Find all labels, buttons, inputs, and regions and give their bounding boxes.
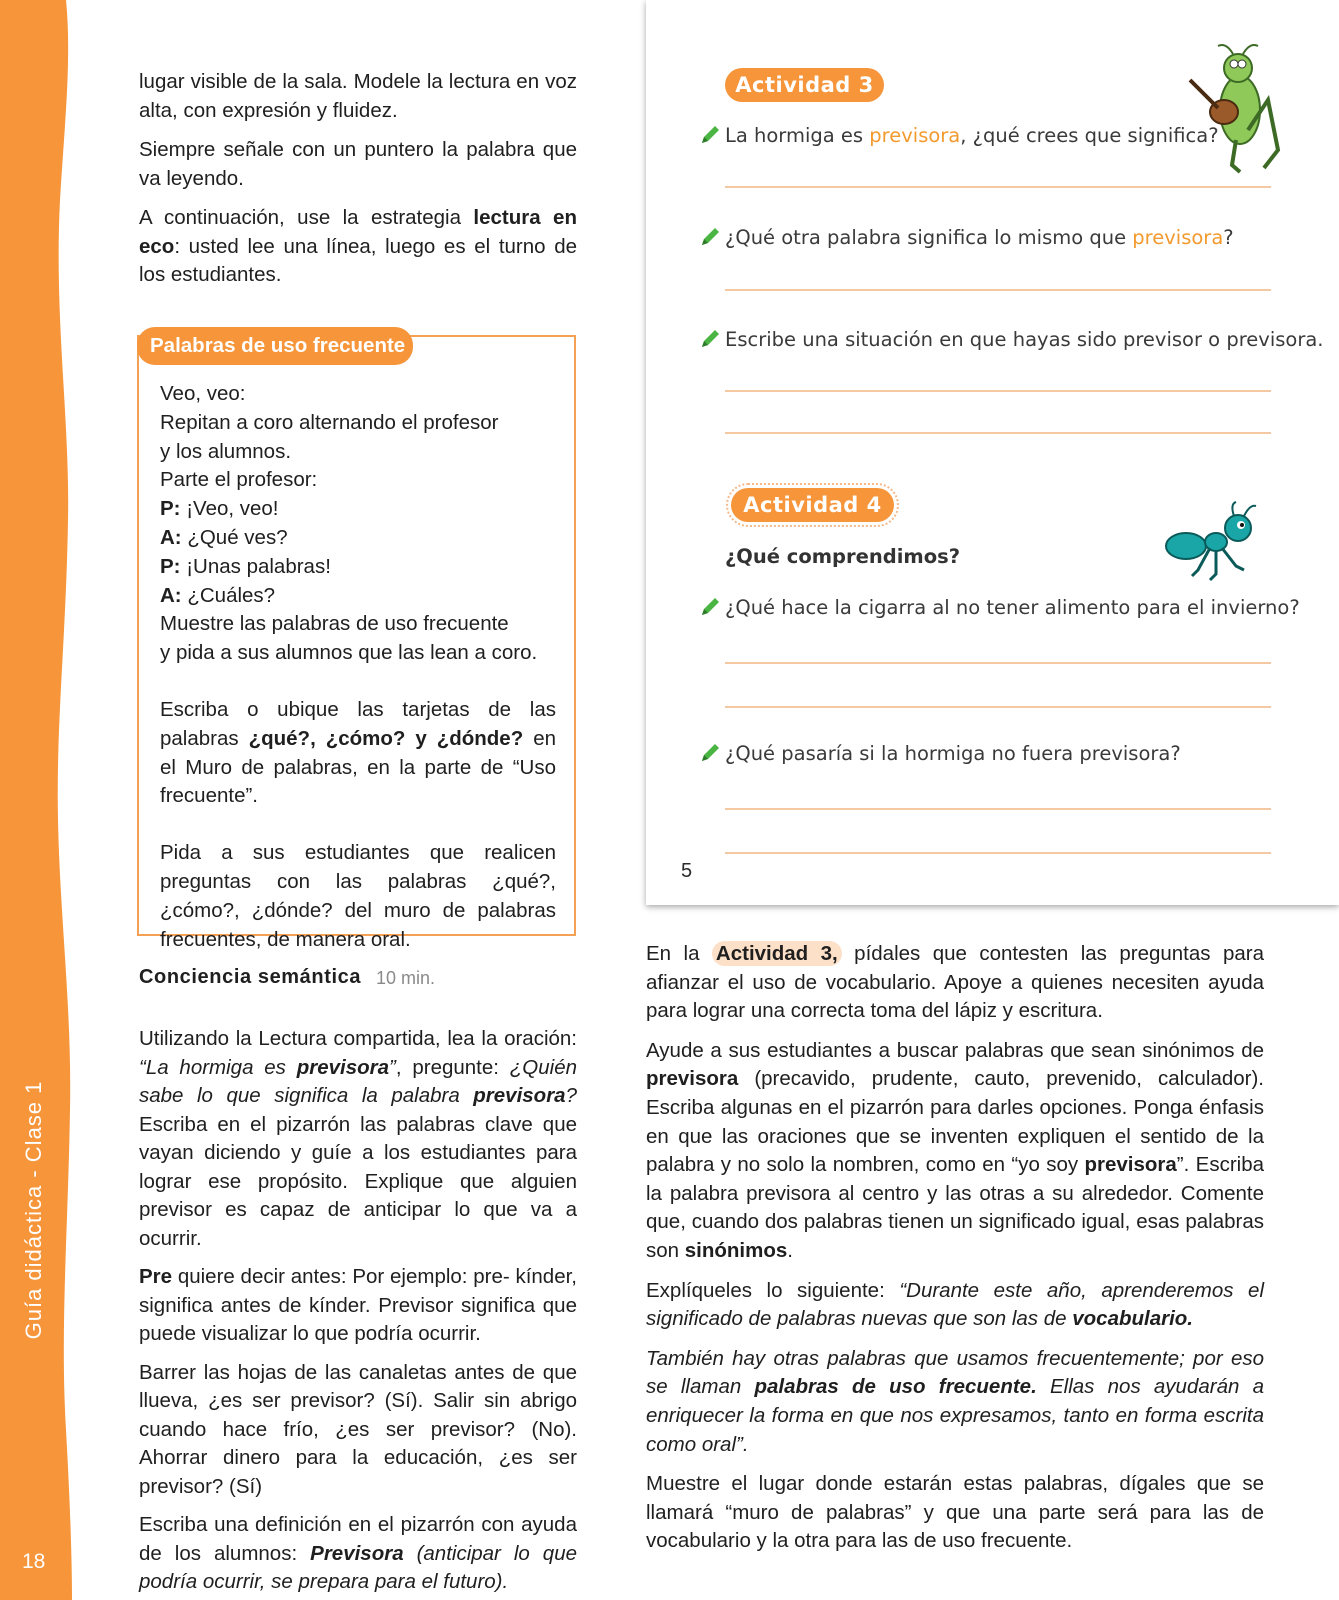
- right-paragraph: Ayude a sus estudiantes a buscar palabras que sean sinónimos de previsora (precavido, prudente, cauto, prevenido, calculador). Escriba algunas en el pizarrón para darles opciones. Ponga énfasis en que las oraciones que se inventen expliquen el sentido de la palabra y no solo la nombren, como en “yo soy previsora”. Escriba la palabra previsora al centro y las otras a su alrededor. Comente que, cuando dos palabras tienen un significado igual, esas palabras son sinónimos.: [646, 1038, 1264, 1262]
- section-heading: Conciencia semántica: [139, 966, 362, 988]
- fw-line: y los alumnos.: [160, 439, 292, 463]
- activity-4-label: Actividad 4: [731, 488, 894, 522]
- pencil-icon: [699, 742, 721, 764]
- workbook-page: [646, 0, 1339, 905]
- fw-paragraph: Pida a sus estudiantes que realicen preguntas con las palabras ¿qué?, ¿cómo?, ¿dónde? del muro de palabras frecuentes, de manera oral.: [160, 841, 556, 951]
- semantic-paragraph: Barrer las hojas de las canaletas antes de que llueva, ¿es ser previsor? (Sí). Salir sin abrigo cuando hace frío, ¿es ser previsor? (No). Ahorrar dinero para la educación, ¿es ser previsor? (Sí): [139, 1360, 577, 1498]
- question-4: ¿Qué hace la cigarra al no tener alimento para el invierno?: [725, 596, 1300, 619]
- semantic-paragraph: Pre quiere decir antes: Por ejemplo: pre- kínder, significa antes de kínder. Previsor significa que puede visualizar lo que podría ocurrir.: [139, 1265, 577, 1345]
- fw-line: Parte el profesor:: [160, 468, 318, 492]
- intro-paragraph: lugar visible de la sala. Modele la lectura en voz alta, con expresión y fluidez.: [139, 70, 577, 122]
- pencil-icon: [699, 226, 721, 248]
- sidebar-title: Guía didáctica - Clase 1: [21, 1080, 46, 1340]
- fw-line: Veo, veo:: [160, 382, 246, 405]
- sidebar-band: [0, 0, 72, 1600]
- fw-paragraph: Escriba o ubique las tarjetas de las palabras ¿qué?, ¿cómo? y ¿dónde? en el Muro de palabras, en la parte de “Uso frecuente”.: [160, 697, 556, 808]
- answer-line[interactable]: [725, 706, 1271, 708]
- right-text: [646, 940, 1264, 1556]
- section-duration: 10 min.: [376, 968, 436, 988]
- answer-line[interactable]: [725, 289, 1271, 291]
- answer-line[interactable]: [725, 390, 1271, 392]
- answer-line[interactable]: [725, 662, 1271, 664]
- fw-line: P: ¡Unas palabras!: [160, 554, 331, 578]
- fw-line: A: ¿Qué ves?: [160, 525, 288, 549]
- right-paragraph: En la Actividad 3, pídales que contesten las preguntas para afianzar el uso de vocabulario. Apoye a quienes necesiten ayuda para lograr una correcta toma del lápiz y escritura.: [646, 942, 1265, 1023]
- right-paragraph: Muestre el lugar donde estarán estas palabras, dígales que se llamará “muro de palabras” y que una parte será para las de vocabulario y la otra para las de uso frecuente.: [646, 1472, 1264, 1553]
- frequent-words-body: [160, 380, 556, 954]
- answer-line[interactable]: [725, 852, 1271, 854]
- page-number: 18: [22, 1550, 46, 1573]
- ant: [1164, 500, 1264, 585]
- frequent-words-title: Palabras de uso frecuente: [137, 327, 413, 365]
- fw-line: y pida a sus alumnos que las lean a coro.: [160, 641, 538, 665]
- right-paragraph: También hay otras palabras que usamos frecuentemente; por eso se llaman palabras de uso frecuente. Ellas nos ayudarán a enriquecer la forma en que nos expresamos, tanto en forma escrita como oral”.: [646, 1346, 1264, 1456]
- fw-line: Repitan a coro alternando el profesor: [160, 410, 499, 434]
- workbook-subtitle: ¿Qué comprendimos?: [725, 545, 961, 568]
- semantic-paragraph: Utilizando la Lectura compartida, lea la oración: “La hormiga es previsora”, pregunte: ¿Quién sabe lo que significa la palabra previsora? Escriba en el pizarrón las palabras clave que vayan diciendo y guíe a los estudiantes para lograr ese propósito. Explique que alguien previsor es capaz de anticipar lo que va a ocurrir.: [139, 1027, 577, 1250]
- answer-line[interactable]: [725, 432, 1271, 434]
- intro-paragraph: Siempre señale con un puntero la palabra que va leyendo.: [139, 138, 577, 190]
- pencil-icon: [699, 596, 721, 618]
- semantic-paragraph: Escriba una definición en el pizarrón con ayuda de los alumnos: Previsora (anticipar lo que podría ocurrir, se prepara para el futuro).: [139, 1513, 578, 1593]
- fw-line: A: ¿Cuáles?: [160, 583, 276, 607]
- workbook-page-number: 5: [681, 860, 693, 882]
- fw-line: Muestre las palabras de uso frecuente: [160, 612, 509, 636]
- grasshopper-with-guitar: [1178, 40, 1288, 175]
- answer-line[interactable]: [725, 186, 1271, 188]
- question-2: ¿Qué otra palabra significa lo mismo que previsora?: [725, 226, 1234, 249]
- intro-text: [139, 68, 577, 290]
- question-3: Escribe una situación en que hayas sido previsor o previsora.: [725, 328, 1324, 351]
- fw-line: P: ¡Veo, veo!: [160, 497, 279, 521]
- right-paragraph: Explíqueles lo siguiente: “Durante este año, aprenderemos el significado de palabras nuevas que son las de vocabulario.: [646, 1278, 1265, 1331]
- activity-3-label: Actividad 3: [725, 68, 884, 102]
- semantic-text: [139, 1025, 577, 1597]
- question-1: La hormiga es previsora, ¿qué crees que significa?: [725, 124, 1219, 147]
- question-5: ¿Qué pasaría si la hormiga no fuera previsora?: [725, 742, 1181, 765]
- sidebar-wave-shape: [0, 0, 72, 1600]
- pencil-icon: [699, 328, 721, 350]
- intro-paragraph: A continuación, use la estrategia lectura en eco: usted lee una línea, luego es el turno de los estudiantes.: [139, 206, 577, 286]
- answer-line[interactable]: [725, 808, 1271, 810]
- pencil-icon: [699, 124, 721, 146]
